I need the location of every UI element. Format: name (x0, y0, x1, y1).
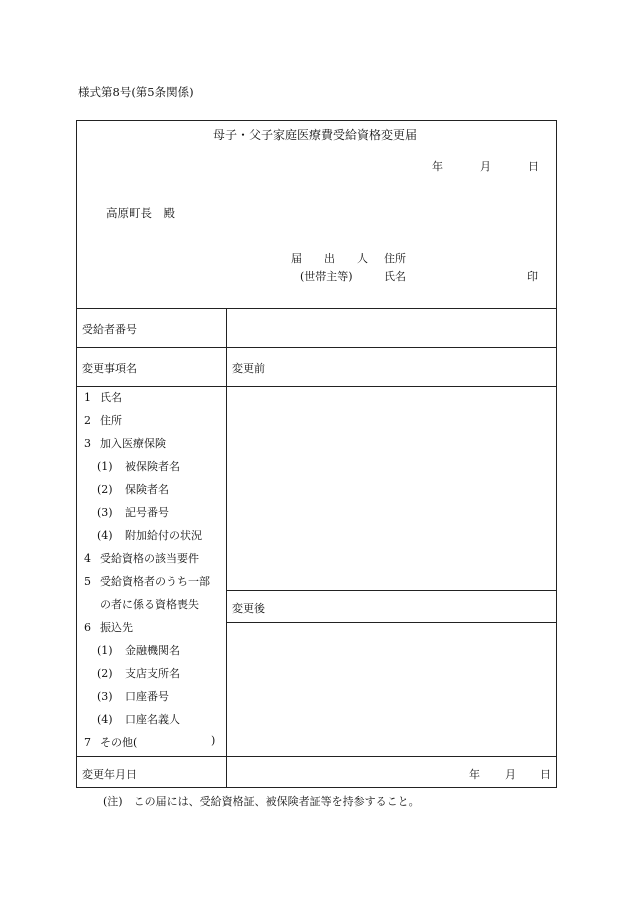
change-date-label: 変更年月日 (82, 768, 137, 781)
row-divider-after-top (226, 590, 557, 591)
other-close-paren: ) (211, 734, 216, 747)
form-title: 母子・父子家庭医療費受給資格変更届 (212, 128, 417, 142)
recipient-number-field[interactable] (232, 314, 552, 342)
change-date-year: 年 (469, 768, 480, 781)
before-label: 変更前 (232, 362, 265, 375)
list-item: (4) 口座名義人 (97, 713, 180, 726)
recipient-number-label: 受給者番号 (82, 323, 137, 336)
household-label: (世帯主等) (300, 270, 353, 283)
table-border-right (556, 120, 557, 788)
row-divider-3 (76, 386, 557, 387)
change-item-label: 変更事項名 (82, 362, 137, 375)
table-border-top (76, 120, 557, 121)
row-divider-4 (76, 756, 557, 757)
list-item: 7 その他( (84, 736, 138, 749)
form-number: 様式第8号(第5条関係) (78, 85, 194, 99)
list-item: 6 振込先 (84, 621, 133, 634)
name-label: 氏名 (384, 270, 406, 283)
list-item: (2) 支店支所名 (97, 667, 180, 680)
list-item: (3) 口座番号 (97, 690, 169, 703)
seal-mark: 印 (527, 270, 538, 283)
list-item: 3 加入医療保険 (84, 437, 166, 450)
table-border-bottom (76, 787, 557, 788)
date-day: 日 (528, 160, 539, 173)
before-field[interactable] (232, 392, 552, 584)
addressee: 高原町長 殿 (106, 206, 175, 220)
table-border-left (76, 120, 77, 788)
list-item: (4) 附加給付の状況 (97, 529, 202, 542)
list-item: (2) 保険者名 (97, 483, 169, 496)
row-divider-2 (76, 347, 557, 348)
list-item: (3) 記号番号 (97, 506, 169, 519)
list-item: 2 住所 (84, 414, 122, 427)
after-field[interactable] (232, 628, 552, 750)
row-divider-1 (76, 308, 557, 309)
date-month: 月 (480, 160, 491, 173)
change-date-month: 月 (505, 768, 516, 781)
list-item: (1) 被保険者名 (97, 460, 180, 473)
column-divider (226, 308, 227, 788)
list-item: 5 受給資格者のうち一部 (84, 575, 210, 588)
after-label: 変更後 (232, 602, 265, 615)
footer-note: (注) この届には、受給資格証、被保険者証等を持参すること。 (103, 795, 420, 808)
address-label: 住所 (384, 252, 406, 265)
change-date-day: 日 (540, 768, 551, 781)
list-item: の者に係る資格喪失 (100, 598, 199, 611)
list-item: 1 氏名 (84, 391, 122, 404)
list-item: 4 受給資格の該当要件 (84, 552, 199, 565)
row-divider-after-bottom (226, 622, 557, 623)
list-item: (1) 金融機関名 (97, 644, 180, 657)
date-year: 年 (432, 160, 443, 173)
notifier-label: 届 出 人 (291, 252, 368, 265)
